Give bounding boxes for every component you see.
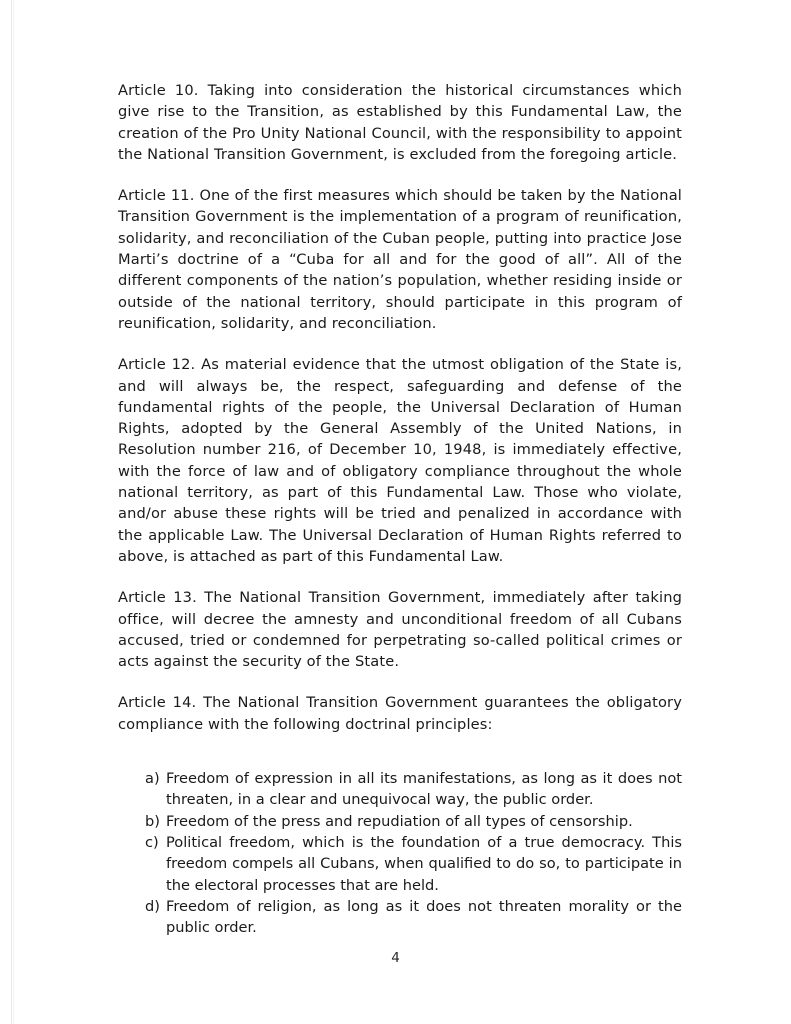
list-item-text: Freedom of religion, as long as it does not threaten morality or the public order.	[166, 897, 682, 937]
list-spacer	[118, 755, 682, 768]
list-item-text: Freedom of expression in all its manifestations, as long as it does not threaten, in a clear and unequivocal way, the public order.	[166, 770, 682, 809]
list-item	[118, 768, 682, 811]
paragraph-article-12: Article 12. As material evidence that the utmost obligation of the State is, and will always be, the respect, safeguarding and defense of the fundamental rights of the people, the Universal Declaration of Human Rights, adopted by the General Assembly of the United Nations, in Resolution number 216, of December 10, 1948, is immediately effective, with the force of law and of obligatory compliance throughout the whole national territory, as part of this Fundamental Law. Those who violate, and/or abuse these rights will be tried and penalized in accordance with the applicable Law. The Universal Declaration of Human Rights referred to above, is attached as part of this Fundamental Law.	[118, 356, 682, 565]
scan-edge-artifact	[11, 0, 12, 1024]
paragraph-article-11: Article 11. One of the first measures which should be taken by the National Transition Government is the implementation of a program of reunification, solidarity, and reconciliation of the Cuban people, putting into practice Jose Marti’s doctrine of a “Cuba for all and for the good of all”. All of the different components of the nation’s population, whether residing inside or outside of the national territory, should participate in this program of reunification, solidarity, and reconciliation.	[118, 187, 682, 332]
list-item-marker: a)	[145, 770, 160, 788]
list-item-marker: c)	[145, 833, 159, 851]
list-item-text: Political freedom, which is the foundation of a true democracy. This freedom compels all Cubans, when qualified to do so, to participate in the electoral processes that are held.	[166, 833, 682, 894]
list-item-marker: d)	[145, 897, 160, 915]
list-item	[118, 832, 682, 896]
list-item	[118, 811, 682, 832]
list-item-text: Freedom of the press and repudiation of all types of censorship.	[166, 812, 633, 830]
paragraph-article-10: Article 10. Taking into consideration the historical circumstances which give rise to the Transition, as established by this Fundamental Law, the creation of the Pro Unity National Council, with the responsibility to appoint the National Transition Government, is excluded from the foregoing article.	[118, 82, 682, 163]
scan-edge-artifact-secondary	[13, 0, 14, 1024]
doctrinal-principles-list	[118, 768, 682, 938]
paragraph-article-14: Article 14. The National Transition Government guarantees the obligatory compliance with the following doctrinal principles:	[118, 694, 682, 733]
page-number: 4	[391, 950, 400, 966]
document-text-block	[118, 80, 682, 938]
list-item	[118, 896, 682, 939]
paragraph-article-13: Article 13. The National Transition Government, immediately after taking office, will decree the amnesty and unconditional freedom of all Cubans accused, tried or condemned for perpetrating so-called political crimes or acts against the security of the State.	[118, 589, 682, 671]
list-item-marker: b)	[145, 812, 160, 830]
